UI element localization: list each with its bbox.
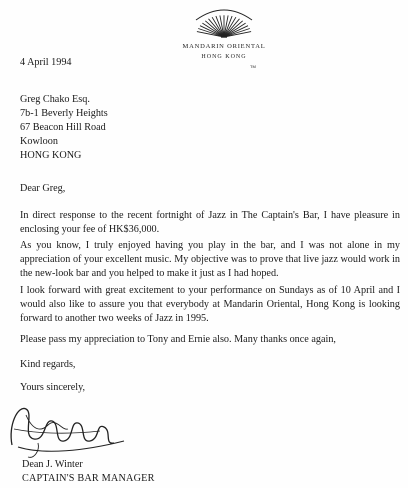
sign-off: Yours sincerely, [20, 382, 86, 393]
handwritten-signature [4, 385, 144, 465]
body-paragraph-4: Please pass my appreciation to Tony and Ernie also. Many thanks once again, [20, 334, 336, 345]
salutation: Dear Greg, [20, 183, 66, 194]
recipient-name: Greg Chako Esq. [20, 94, 90, 105]
recipient-street-2: 67 Beacon Hill Road [20, 122, 106, 133]
recipient-street-1: 7b-1 Beverly Heights [20, 108, 108, 119]
letterhead-city: HONG KONG [201, 54, 247, 60]
letterhead [168, 6, 280, 60]
recipient-country: HONG KONG [20, 150, 82, 161]
body-paragraph-2: As you know, I truly enjoyed having you play in the bar, and I was not alone in my appreciation of your excellent music. My objective was to prove that live jazz would work in the new-look bar and you helped to make it just as I had hoped. [20, 240, 400, 279]
recipient-district: Kowloon [20, 136, 58, 147]
letterhead-name: MANDARIN ORIENTAL [182, 43, 266, 50]
letter-date: 4 April 1994 [20, 57, 72, 68]
signer-title: CAPTAIN'S BAR MANAGER [22, 473, 155, 484]
recipient-address [20, 93, 108, 163]
body-paragraph-3: I look forward with great excitement to your performance on Sundays as of 10 April and I would also like to assure you that everybody at Mandarin Oriental, Hong Kong is looking forward to another two weeks of Jazz in 1995. [20, 285, 400, 324]
body-paragraph-1: In direct response to the recent fortnight of Jazz in The Captain's Bar, I have pleasure in enclosing your fee of HK$36,000. [20, 210, 400, 235]
fan-logo-icon [192, 6, 256, 40]
trademark-mark: TM [250, 64, 256, 69]
signer-name: Dean J. Winter [22, 459, 83, 470]
closing: Kind regards, [20, 359, 76, 370]
